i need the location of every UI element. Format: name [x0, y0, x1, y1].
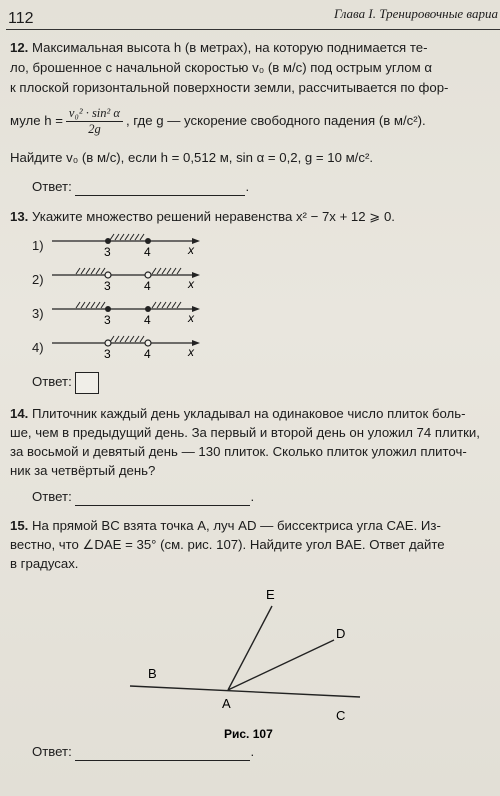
problem-14-line-1: [10, 404, 494, 423]
option-2-tick-4: 4: [144, 279, 151, 293]
problem-14-number: 14.: [10, 406, 29, 421]
problem-14-line-4: ник за четвёртый день?: [10, 463, 156, 478]
option-1[interactable]: [32, 238, 194, 259]
option-3[interactable]: [32, 306, 194, 327]
problem-15-answer-label: Ответ:: [32, 744, 72, 759]
option-3-tick-4: 4: [144, 313, 151, 327]
option-2[interactable]: [32, 272, 194, 293]
number-line-2: [52, 266, 202, 296]
formula-numerator: v₀² · sin² α: [66, 106, 123, 122]
problem-12-answer-label: Ответ:: [32, 179, 72, 194]
problem-12-number: 12.: [10, 40, 29, 55]
number-line-3: [52, 300, 202, 330]
problem-15-number: 15.: [10, 518, 29, 533]
problem-14-answer-field[interactable]: [75, 491, 250, 506]
label-C: C: [336, 708, 346, 723]
option-1-label: 1): [32, 238, 44, 253]
label-E: E: [266, 587, 275, 602]
problem-13-line: [10, 207, 494, 226]
problem-13-answer-row: [32, 370, 232, 394]
option-3-axis: x: [188, 311, 194, 325]
problem-14-text-1: Плиточник каждый день укладывал на одинаковое число плиток боль-: [28, 406, 466, 421]
option-1-tick-3: 3: [104, 245, 111, 259]
problem-12-text-1: Максимальная высота h (в метрах), на которую поднимается те-: [28, 40, 428, 55]
figure-caption: Рис. 107: [224, 727, 273, 741]
problem-12-line-3: к плоской горизонтальной поверхности земли, рассчитывается по фор-: [10, 80, 449, 95]
problem-12-answer-field[interactable]: [75, 181, 245, 196]
problem-12-answer-row: Ответ: .: [32, 179, 250, 194]
problem-15-line-2: вестно, что ∠DAE = 35° (см. рис. 107). Найдите угол BAE. Ответ дайте: [10, 537, 445, 552]
problem-13-answer-label: Ответ:: [32, 374, 72, 389]
option-4-axis: x: [188, 345, 194, 359]
option-2-label: 2): [32, 272, 44, 287]
number-line-4: [52, 334, 202, 364]
header-rule: [6, 29, 500, 30]
problem-15-answer-row: Ответ: .: [32, 744, 255, 759]
problem-12-formula-line: [10, 100, 494, 142]
problem-13-answer-box[interactable]: [75, 372, 99, 394]
problem-12-question: Найдите v₀ (в м/с), если h = 0,512 м, sin α = 0,2, g = 10 м/с².: [10, 150, 373, 165]
figure-107: [120, 586, 380, 746]
formula-denominator: 2g: [88, 122, 101, 137]
problem-13-text: Укажите множество решений неравенства x² − 7x + 12 ⩾ 0.: [28, 209, 395, 224]
problem-15-text-1: На прямой BC взята точка A, луч AD — биссектриса угла CAE. Из-: [28, 518, 441, 533]
label-A: A: [222, 696, 231, 711]
option-4[interactable]: [32, 340, 194, 361]
problem-15-line-1: [10, 516, 494, 535]
problem-12-line-2: ло, брошенное с начальной скоростью v₀ (в м/с) под острым углом α: [10, 60, 432, 75]
option-2-axis: x: [188, 277, 194, 291]
problem-14-line-2: ше, чем в предыдущий день. За первый и второй день он уложил 74 плитки,: [10, 425, 480, 440]
option-2-tick-3: 3: [104, 279, 111, 293]
formula-suffix: , где g — ускорение свободного падения (в м/с²).: [125, 113, 426, 128]
problem-15-line-3: в градусах.: [10, 556, 79, 571]
formula-prefix: муле h =: [10, 113, 63, 128]
chapter-title: Глава I. Тренировочные вариа: [334, 6, 498, 21]
problem-14-answer-label: Ответ:: [32, 489, 72, 504]
problem-12-line-1: [10, 38, 494, 57]
option-4-label: 4): [32, 340, 44, 355]
option-1-axis: x: [188, 243, 194, 257]
label-D: D: [336, 626, 346, 641]
formula-fraction: [66, 106, 123, 137]
option-1-tick-4: 4: [144, 245, 151, 259]
problem-13-number: 13.: [10, 209, 29, 224]
option-4-tick-4: 4: [144, 347, 151, 361]
label-B: B: [148, 666, 157, 681]
number-line-1: [52, 232, 202, 262]
option-3-label: 3): [32, 306, 44, 321]
option-4-tick-3: 3: [104, 347, 111, 361]
option-3-tick-3: 3: [104, 313, 111, 327]
problem-15-answer-field[interactable]: [75, 746, 250, 761]
page-number: 112: [8, 10, 34, 27]
problem-14-answer-row: Ответ: .: [32, 489, 255, 504]
problem-14-line-3: за восьмой и девятый день — 130 плиток. Сколько плиток уложил плиточ-: [10, 444, 467, 459]
